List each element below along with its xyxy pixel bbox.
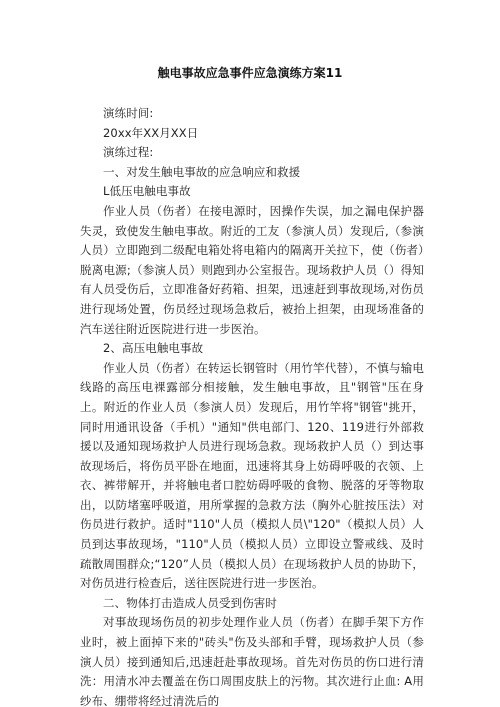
document-body [80,104,424,707]
paragraph-high-voltage: 作业人员（伤者）在转运长钢管时（用竹竿代替），不慎与输电线路的高压电裸露部分相接触，发生触电事故，且"钢管"压在身上。附近的作业人员（参演人员）发现后，用竹竿将"钢管"挑开，同时用通讯设备（手机）"通知"供电部门、120、119进行外部救援以及通知现场救护人员进行现场急救。现场救护人员（）到达事故现场后，将伤员平卧在地面，迅速将其身上妨碍呼吸的衣领、上衣、裤带解开，并将触电者口腔妨碍呼吸的食物、脱落的牙等物取出，以防堵塞呼吸道，用所掌握的急救方法（胸外心脏按压法）对伤员进行救护。适时"110"人员（模拟人员\"120"（模拟人员）人员到达事故现场，"110"人员（模拟人员）立即设立警戒线、及时疏散周围群众;“120”人员（模拟人员）在现场救护人员的协助下，对伤员进行检查后，送往医院进行进一步医治。 [80,360,424,591]
paragraph-low-voltage: 作业人员（伤者）在接电源时，因操作失误，加之漏电保护器失灵，致使发生触电事故。附近的工友（参演人员）发现后,（参演人员）立即跑到二级配电箱处将电箱内的隔离开关拉下，使（伤者）脱离电源;（参演人员）则跑到办公室报告。现场救护人员（）得知有人员受伤后，立即准备好药箱、担架，迅速赶到事故现场,对伤员进行现场处置，伤员经过现场急救后，被抬上担架，由现场准备的汽车送往附近医院进行进一步医治。 [80,203,424,336]
paragraph-object-strike: 对事故现场伤员的初步处理作业人员（伤者）在脚手架下方作业时，被上面掉下来的"砖头"伤及头部和手臂，现场救护人员（参演人员）接到通知后,迅速赶赴事故现场。首先对伤员的伤口进行清洗：用清水冲去覆盖在伤口周围皮肤上的污物。其次进行止血: A用纱布、绷带将经过清洗后的 [80,615,424,707]
document-title: 触电事故应急事件应急演练方案11 [157,66,343,80]
subsection-heading-low-voltage: L低压电触电事故 [103,184,191,199]
paragraph-drill-process-label: 演练过程: [103,145,154,160]
section-heading-2: 二、物体打击造成人员受到伤害时 [103,595,277,610]
paragraph-drill-time-label: 演练时间: [103,106,154,120]
subsection-heading-high-voltage: 2、高压电触电事故 [103,341,204,356]
section-heading-1: 一、对发生触电事故的应急响应和救援 [103,164,301,179]
paragraph-drill-date: 20xx年XX月XX日 [103,125,199,140]
